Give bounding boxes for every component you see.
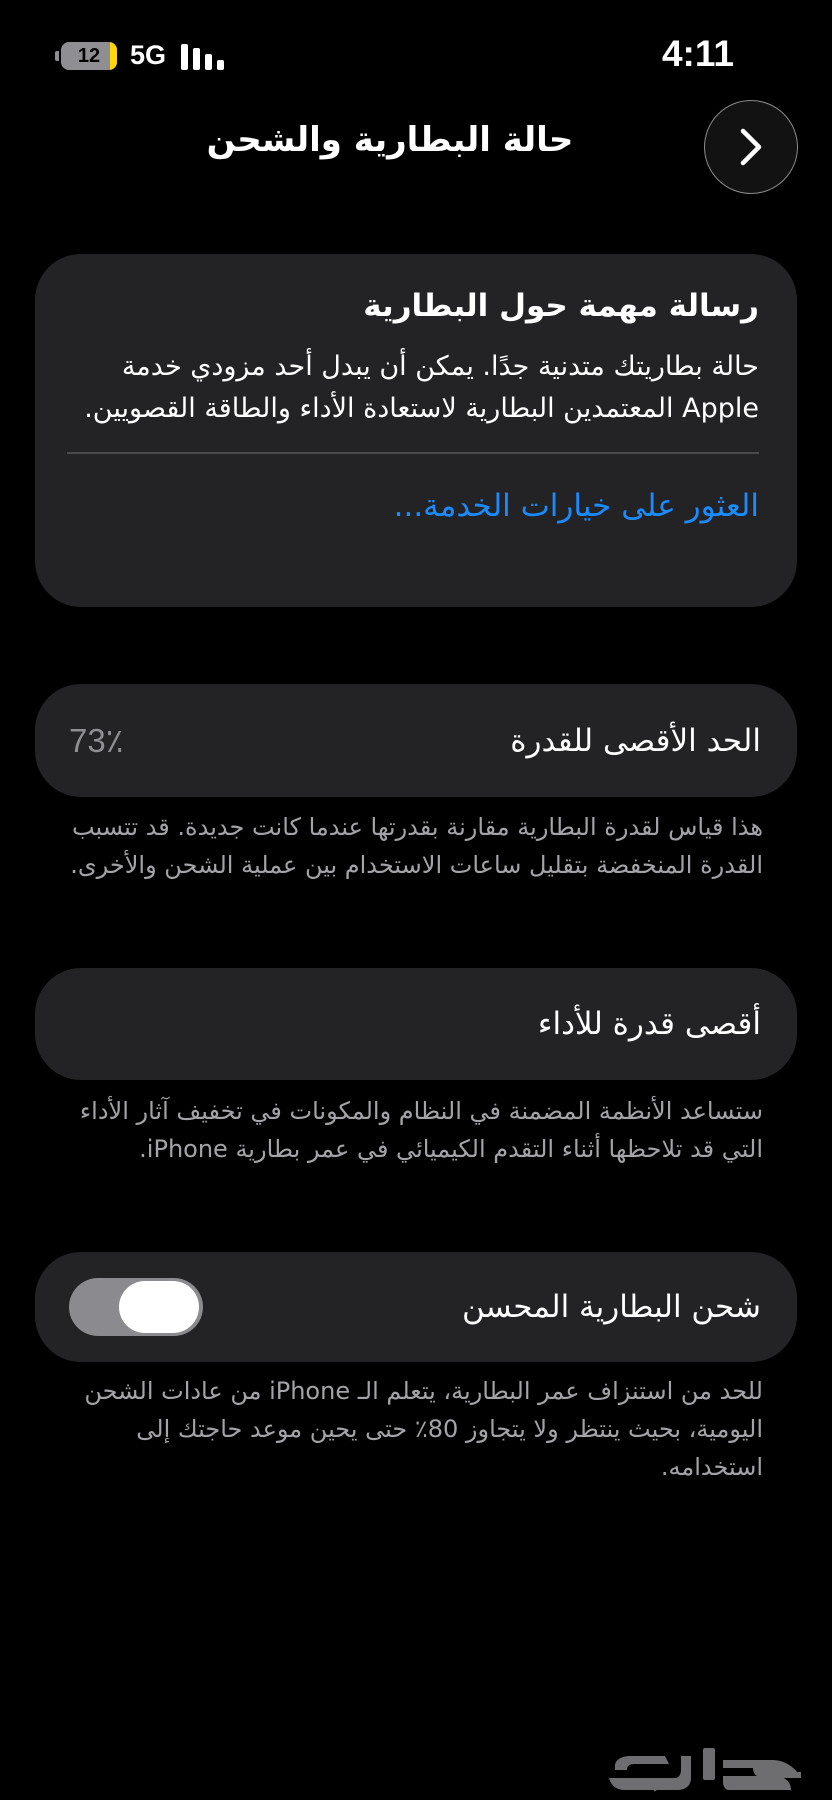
optimized-charging-row — [35, 1252, 797, 1362]
alert-title: رسالة مهمة حول البطارية — [363, 288, 759, 324]
battery-body — [61, 42, 117, 70]
page-title: حالة البطارية والشحن — [206, 120, 574, 160]
battery-alert-card — [35, 254, 797, 607]
haraj-watermark-logo — [605, 1748, 805, 1794]
peak-performance-footer: ستساعد الأنظمة المضمنة في النظام والمكونات في تخفيف آثار الأداء التي قد تلاحظها أثناء التقدم الكيميائي في عمر بطارية iPhone. — [79, 1097, 763, 1163]
toggle-knob — [119, 1281, 199, 1333]
optimized-charging-toggle[interactable] — [69, 1278, 203, 1336]
optimized-charging-footer: للحد من استنزاف عمر البطارية، يتعلم الـ iPhone من عادات الشحن اليومية، بحيث ينتظر ولا يتجاوز 80٪ حتى يحين موعد حاجتك إلى استخدامه. — [84, 1377, 763, 1481]
battery-icon — [55, 42, 117, 70]
signal-bars-icon — [181, 44, 227, 70]
alert-body: حالة بطاريتك متدنية جدًا. يمكن أن يبدل أحد مزودي خدمة Apple المعتمدين البطارية لاستعادة الأداء والطاقة القصويين. — [84, 351, 759, 424]
optimized-charging-label: شحن البطارية المحسن — [461, 1289, 761, 1325]
peak-performance-label: أقصى قدرة للأداء — [537, 1006, 761, 1042]
peak-performance-row — [35, 968, 797, 1080]
chevron-right-icon — [737, 127, 765, 167]
maximum-capacity-value: 73٪ — [69, 722, 124, 759]
find-service-options-link[interactable]: العثور على خيارات الخدمة... — [393, 488, 759, 524]
maximum-capacity-footer: هذا قياس لقدرة البطارية مقارنة بقدرتها عندما كانت جديدة. قد تتسبب القدرة المنخفضة بتقليل ساعات الاستخدام بين عملية الشحن والأخرى. — [70, 813, 763, 879]
status-time: 4:11 — [661, 33, 734, 74]
network-type: 5G — [130, 40, 167, 70]
maximum-capacity-row — [35, 684, 797, 797]
maximum-capacity-label: الحد الأقصى للقدرة — [510, 722, 761, 759]
battery-level: 12 — [77, 45, 101, 67]
battery-nub — [55, 51, 59, 61]
status-bar — [0, 0, 832, 90]
back-button[interactable] — [704, 100, 798, 194]
divider — [67, 452, 759, 454]
